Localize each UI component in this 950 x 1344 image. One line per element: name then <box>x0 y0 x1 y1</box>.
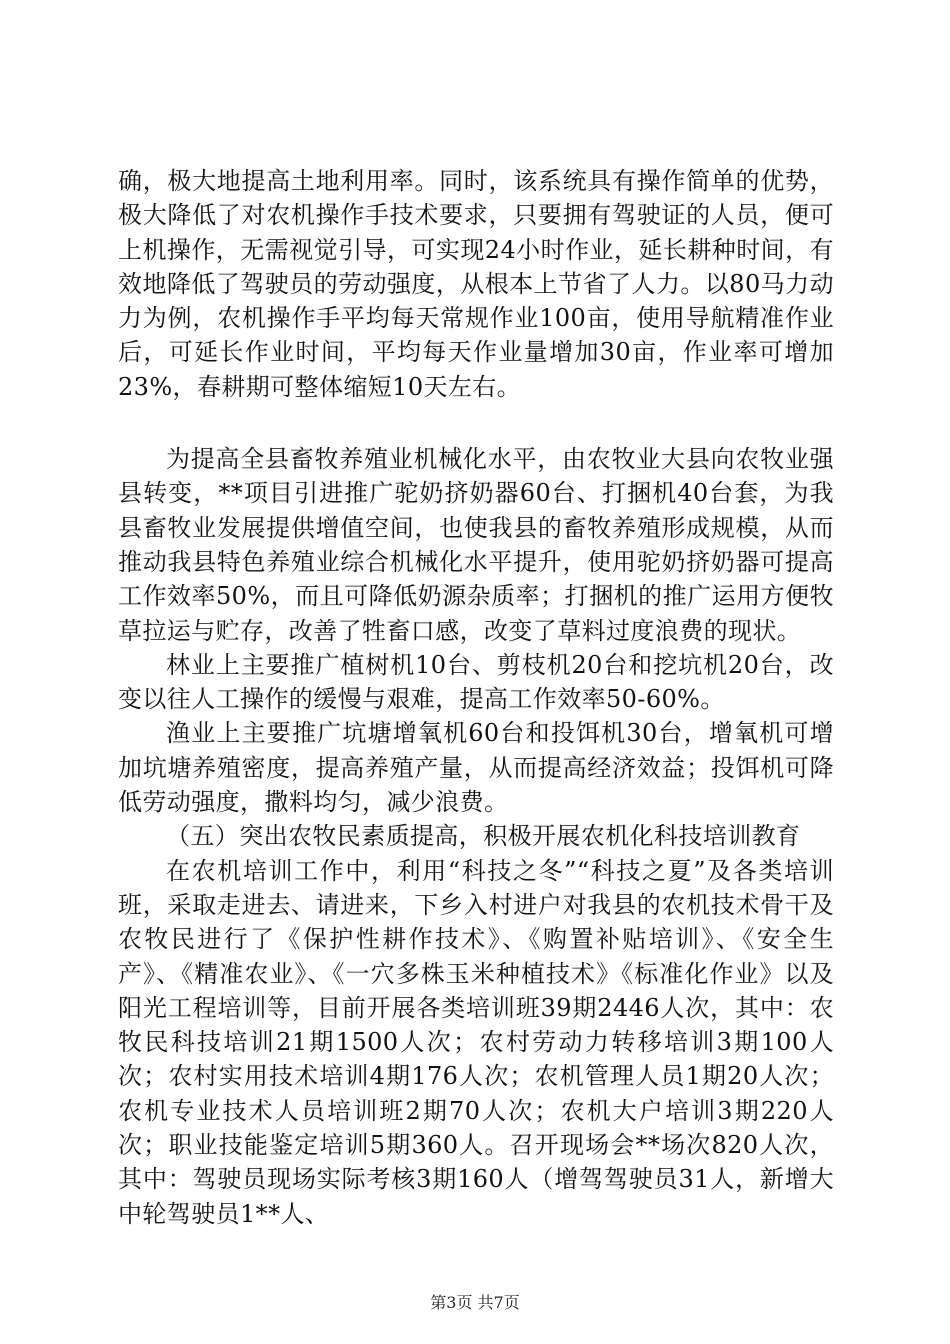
paragraph-livestock-mechanization: 为提高全县畜牧养殖业机械化水平，由农牧业大县向农牧业强县转变，**项目引进推广驼奶挤奶器60台、打捆机40台套，为我县畜牧业发展提供增值空间，也使我县的畜牧养殖形成规模，从而推动我县特色养殖业综合机械化水平提升，使用驼奶挤奶器可提高工作效率50%，而且可降低奶源杂质率；打捆机的推广运用方便牧草拉运与贮存，改善了牲畜口感，改变了草料过度浪费的现状。 <box>118 445 834 645</box>
document-body <box>118 164 834 1231</box>
paragraph-forestry: 林业上主要推广植树机10台、剪枝机20台和挖坑机20台，改变以往人工操作的缓慢与艰难，提高工作效率50-60%。 <box>118 650 834 714</box>
paragraph-fishery: 渔业上主要推广坑塘增氧机60台和投饵机30台，增氧机可增加坑塘养殖密度，提高养殖产量，从而提高经济效益；投饵机可降低劳动强度，撒料均匀，减少浪费。 <box>118 719 834 817</box>
paragraph-navigation-benefits: 确，极大地提高土地利用率。同时，该系统具有操作简单的优势，极大降低了对农机操作手技术要求，只要拥有驾驶证的人员，便可上机操作，无需视觉引导，可实现24小时作业，延长耕种时间，有效地降低了驾驶员的劳动强度，从根本上节省了人力。以80马力动力为例，农机操作手平均每天常规作业100亩，使用导航精准作业后，可延长作业时间，平均每天作业量增加30亩，作业率可增加23%，春耕期可整体缩短10天左右。 <box>118 167 834 401</box>
paragraph-training-details: 在农机培训工作中，利用“科技之冬”“科技之夏”及各类培训班，采取走进去、请进来，下乡入村进户对我县的农机技术骨干及农牧民进行了《保护性耕作技术》、《购置补贴培训》、《安全生产》、《精准农业》、《一穴多株玉米种植技术》《标准化作业》以及阳光工程培训等，目前开展各类培训班39期2446人次，其中：农牧民科技培训21期1500人次；农村劳动力转移培训3期100人次；农村实用技术培训4期176人次；农机管理人员1期20人次；农机专业技术人员培训班2期70人次；农机大户培训3期220人次；职业技能鉴定培训5期360人。召开现场会**场次820人次，其中：驾驶员现场实际考核3期160人（增驾驾驶员31人，新增大中轮驾驶员1**人、 <box>118 856 834 1228</box>
section-heading-training: （五）突出农牧民素质提高，积极开展农机化科技培训教育 <box>166 822 801 851</box>
page-footer: 第3页 共7页 <box>430 1293 520 1312</box>
